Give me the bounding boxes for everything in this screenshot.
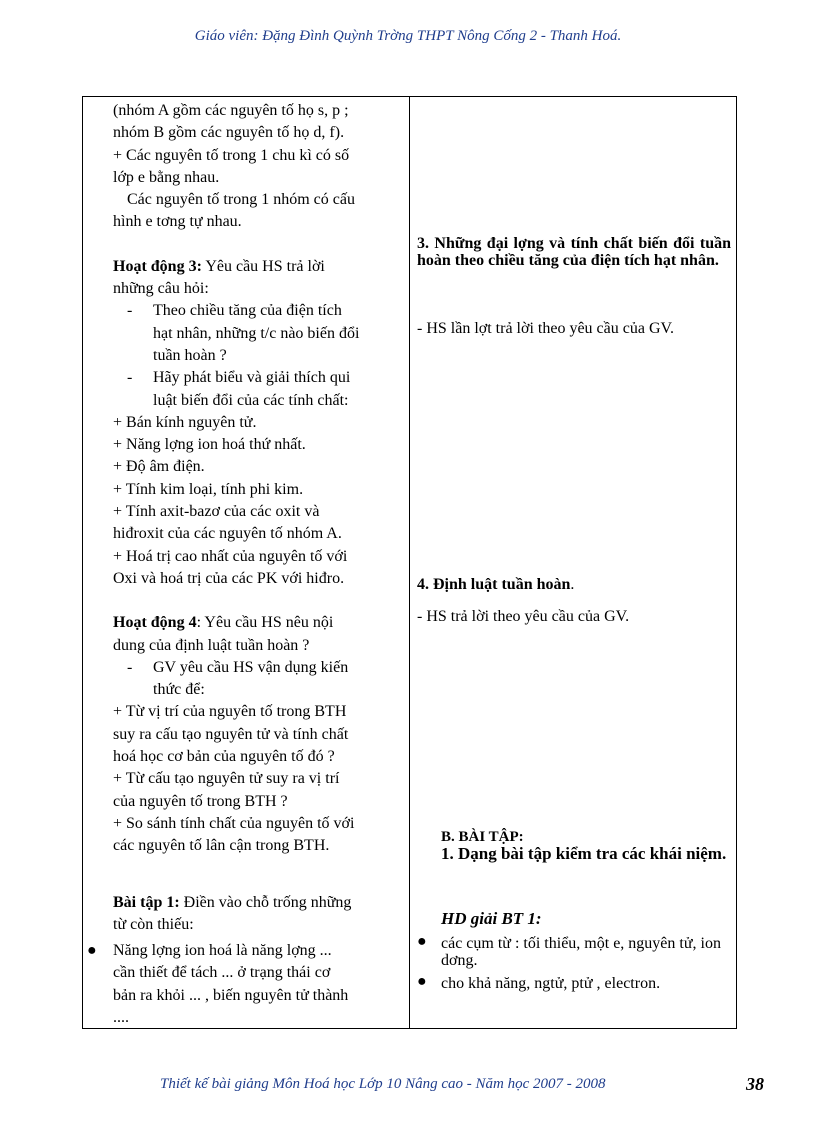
lesson-table [82, 96, 737, 1029]
bullet-icon: ● [417, 973, 427, 990]
text-line: dung của định luật tuần hoàn ? [113, 636, 310, 654]
bullet-icon: ● [417, 933, 427, 950]
text-line: + Tính axit-bazơ của các oxit và [113, 503, 320, 521]
text-line: các nguyên tố lân cận trong BTH. [113, 837, 330, 855]
dash-list-item: - Hãy phát biểu và giải thích qui luật biến đổi của các tính chất: [127, 369, 351, 409]
activity-3-title: Hoạt động 3: Yêu cầu HS trả lời [113, 257, 325, 275]
text-line: + Bán kính nguyên tử. [113, 413, 257, 431]
text-line: - HS lần lợt trả lời theo yêu cầu của GV. [417, 320, 675, 337]
text-line: từ còn thiếu: [113, 915, 194, 933]
text-line: Oxi và hoá trị của các PK với hiđro. [113, 569, 345, 587]
bullet-icon: ● [87, 942, 97, 960]
text-line: + Các nguyên tố trong 1 chu kì có số [113, 146, 350, 164]
text-line: + Tính kim loại, tính phi kim. [113, 480, 304, 498]
exercise-1-title: Bài tập 1: Điền vào chỗ trống những [113, 893, 352, 911]
text-line: hiđroxit của các nguyên tố nhóm A. [113, 525, 342, 543]
exercise-1-solution-title: HD giải BT 1: [441, 909, 542, 928]
dash-list-item: - GV yêu cầu HS vận dụng kiến thức để: [127, 658, 349, 699]
student-activity-column [417, 97, 731, 1028]
text-line: + So sánh tính chất của nguyên tố với [113, 814, 355, 832]
text-line: + Từ vị trí của nguyên tố trong BTH [113, 703, 347, 721]
page-header: Giáo viên: Đặng Đình Quỳnh Trờng THPT Nông Cống 2 - Thanh Hoá. [194, 28, 622, 44]
text-line: hình e tơng tự nhau. [113, 213, 242, 231]
text-line: Các nguyên tố trong 1 nhóm có cấu [127, 191, 355, 209]
answer-list [417, 935, 731, 998]
text-line: lớp e bằng nhau. [113, 168, 220, 186]
text-line: - HS trả lời theo yêu cầu của GV. [417, 608, 630, 625]
text-line: + Hoá trị cao nhất của nguyên tố với [113, 547, 348, 565]
text-line: + Độ âm điện. [113, 458, 205, 476]
exercises-heading: B. BÀI TẬP: 1. Dạng bài tập kiểm tra các khái niệm. [441, 829, 727, 863]
section-3-heading: 3. Những đại lợng và tính chất biến đổi tuần hoàn theo chiều tăng của điện tích hạt nhân. [417, 235, 731, 269]
bullet-list-item: ● Năng lợng ion hoá là năng lợng ... cần thiết để tách ... ở trạng thái cơ bản ra khỏi ... , biến nguyên tử thành .... [87, 942, 349, 1026]
bullet-list-item: ● cho khả năng, ngtử, ptử , electron. [417, 973, 661, 992]
footer-text: Thiết kế bài giảng Môn Hoá học Lớp 10 Nâng cao - Năm học 2007 - 2008 [160, 1076, 606, 1092]
text-line: (nhóm A gồm các nguyên tố họ s, p ; [113, 102, 349, 119]
text-line: hoá học cơ bản của nguyên tố đó ? [113, 748, 335, 766]
text-line: nhóm B gồm các nguyên tố họ d, f). [113, 124, 345, 142]
page-number: 38 [746, 1074, 764, 1094]
column-divider [409, 97, 410, 1028]
text-line: + Từ cấu tạo nguyên tử suy ra vị trí [113, 770, 340, 788]
text-line: suy ra cấu tạo nguyên tử và tính chất [113, 725, 349, 743]
text-line: của nguyên tố trong BTH ? [113, 792, 288, 810]
dash-list-item: - Theo chiều tăng của điện tích hạt nhân, những t/c nào biến đổi tuần hoàn ? [127, 302, 360, 364]
text-line: những câu hỏi: [113, 280, 209, 298]
section-4-heading: 4. Định luật tuần hoàn. [417, 576, 575, 593]
activity-4-title: Hoạt động 4: Yêu cầu HS nêu nội [113, 614, 334, 632]
bullet-list-item: ● các cụm từ : tối thiểu, một e, nguyên tử, ion dơng. [417, 933, 721, 969]
teacher-activity-column [87, 100, 403, 1029]
text-line: + Năng lợng ion hoá thứ nhất. [113, 436, 306, 454]
